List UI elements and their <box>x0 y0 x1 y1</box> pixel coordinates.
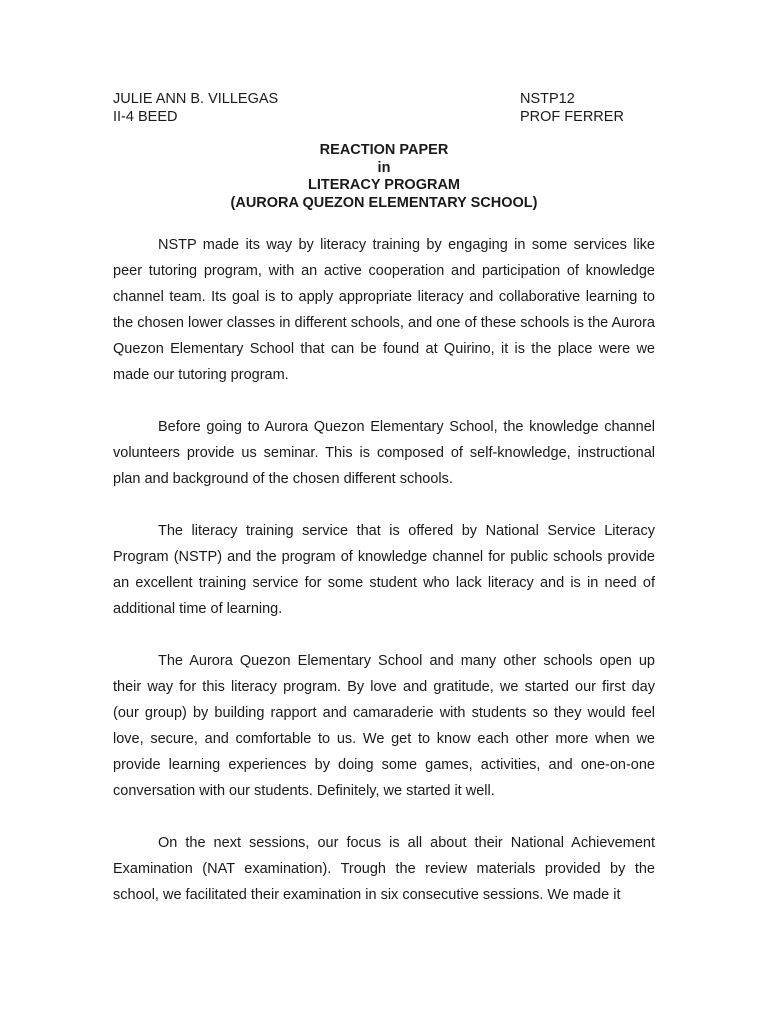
course-code: NSTP12 <box>520 91 575 107</box>
title-line-3: LITERACY PROGRAM <box>308 177 460 193</box>
document-title <box>100 142 668 212</box>
paragraph-1: NSTP made its way by literacy training by engaging in some services like peer tutoring program, with an active cooperation and participation of knowledge channel team. Its goal is to apply appropriate literacy and collaborative learning to the chosen lower classes in different schools, and one of these schools is the Aurora Quezon Elementary School that can be found at Quirino, it is the place were we made our tutoring program. <box>113 237 655 383</box>
title-line-4: (AURORA QUEZON ELEMENTARY SCHOOL) <box>230 194 538 211</box>
paragraph-2: Before going to Aurora Quezon Elementary School, the knowledge channel volunteers provide us seminar. This is composed of self-knowledge, instructional plan and background of the chosen different schools. <box>113 419 655 487</box>
author-info <box>113 90 278 126</box>
professor-name: PROF FERRER <box>520 109 624 125</box>
paragraph-3: The literacy training service that is offered by National Service Literacy Program (NSTP) and the program of knowledge channel for public schools provide an excellent training service for some student who lack literacy and is in need of additional time of learning. <box>113 523 655 617</box>
title-line-1: REACTION PAPER <box>319 142 449 158</box>
paragraph-4: The Aurora Quezon Elementary School and many other schools open up their way for this literacy program. By love and gratitude, we started our first day (our group) by building rapport and camaraderie with students so they would feel love, secure, and comfortable to us. We get to know each other more when we provide learning experiences by doing some games, activities, and one-on-one conversation with our students. Definitely, we started it well. <box>113 653 655 799</box>
author-name: JULIE ANN B. VILLEGAS <box>113 91 279 107</box>
paragraph-5: On the next sessions, our focus is all about their National Achievement Examination (NAT examination). Trough the review materials provided by the school, we facilitated their examination in six consecutive sessions. We made it <box>113 835 655 903</box>
author-section: II-4 BEED <box>113 109 178 125</box>
course-info <box>520 90 624 126</box>
title-line-2: in <box>377 159 391 176</box>
document-body <box>113 232 655 934</box>
